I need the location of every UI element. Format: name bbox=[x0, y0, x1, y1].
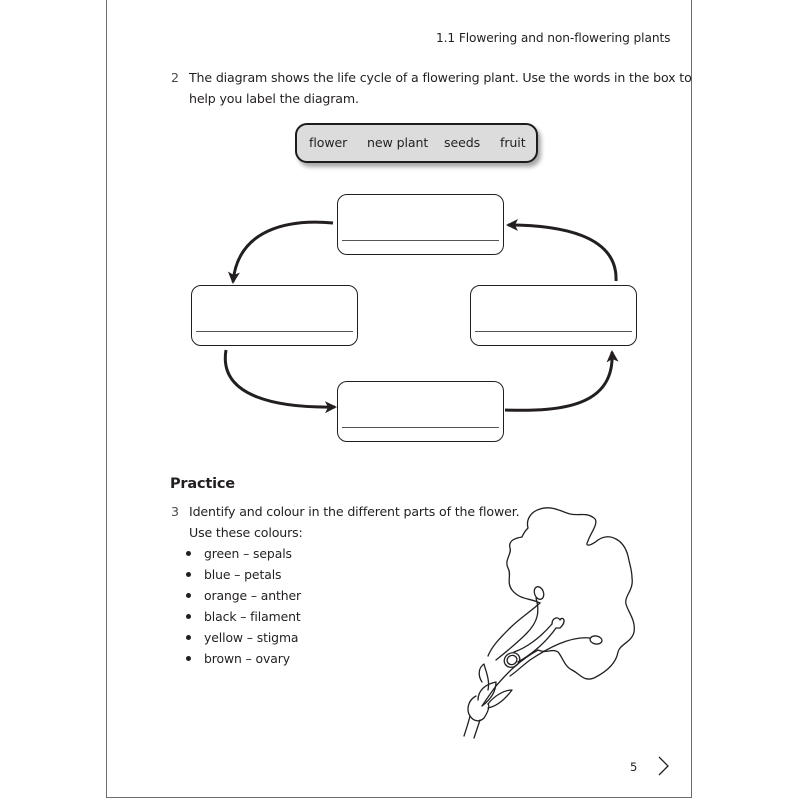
colour-list-item bbox=[186, 588, 301, 603]
practice-heading: Practice bbox=[170, 476, 235, 492]
colour-list-item bbox=[186, 609, 301, 624]
bullet-icon bbox=[186, 551, 191, 556]
colour-list-item bbox=[186, 630, 298, 645]
word-flower: flower bbox=[309, 135, 348, 150]
colour-label: blue – petals bbox=[204, 567, 282, 582]
question-2-text-line-2: help you label the diagram. bbox=[189, 91, 359, 106]
bullet-icon bbox=[186, 635, 191, 640]
running-head: 1.1 Flowering and non-flowering plants bbox=[436, 31, 671, 45]
colour-label: orange – anther bbox=[204, 588, 302, 603]
bullet-icon bbox=[186, 593, 191, 598]
colour-label: green – sepals bbox=[204, 546, 292, 561]
answer-line-top[interactable] bbox=[342, 240, 499, 241]
answer-line-left[interactable] bbox=[196, 331, 353, 332]
bullet-icon bbox=[186, 656, 191, 661]
colour-label: yellow – stigma bbox=[204, 630, 299, 645]
answer-line-right[interactable] bbox=[475, 331, 632, 332]
question-2-text-line-1: The diagram shows the life cycle of a flowering plant. Use the words in the box to bbox=[189, 70, 692, 85]
question-3-text-line-1: Identify and colour in the different parts of the flower. bbox=[189, 504, 520, 519]
page-number: 5 bbox=[630, 760, 638, 774]
question-2-number: 2 bbox=[171, 70, 180, 85]
word-seeds: seeds bbox=[444, 135, 481, 150]
word-box bbox=[295, 123, 538, 163]
question-3-text-line-2: Use these colours: bbox=[189, 525, 303, 540]
label-box-top[interactable] bbox=[337, 194, 504, 255]
colour-label: black – filament bbox=[204, 609, 301, 624]
word-new-plant: new plant bbox=[367, 135, 429, 150]
colour-list-item bbox=[186, 567, 281, 582]
bullet-icon bbox=[186, 614, 191, 619]
question-3-number: 3 bbox=[171, 504, 180, 519]
word-fruit: fruit bbox=[500, 135, 526, 150]
label-box-right[interactable] bbox=[470, 285, 637, 346]
label-box-left[interactable] bbox=[191, 285, 358, 346]
colour-list-item bbox=[186, 546, 292, 561]
colour-label: brown – ovary bbox=[204, 651, 290, 666]
answer-line-bottom[interactable] bbox=[342, 427, 499, 428]
bullet-icon bbox=[186, 572, 191, 577]
colour-list-item bbox=[186, 651, 290, 666]
label-box-bottom[interactable] bbox=[337, 381, 504, 442]
